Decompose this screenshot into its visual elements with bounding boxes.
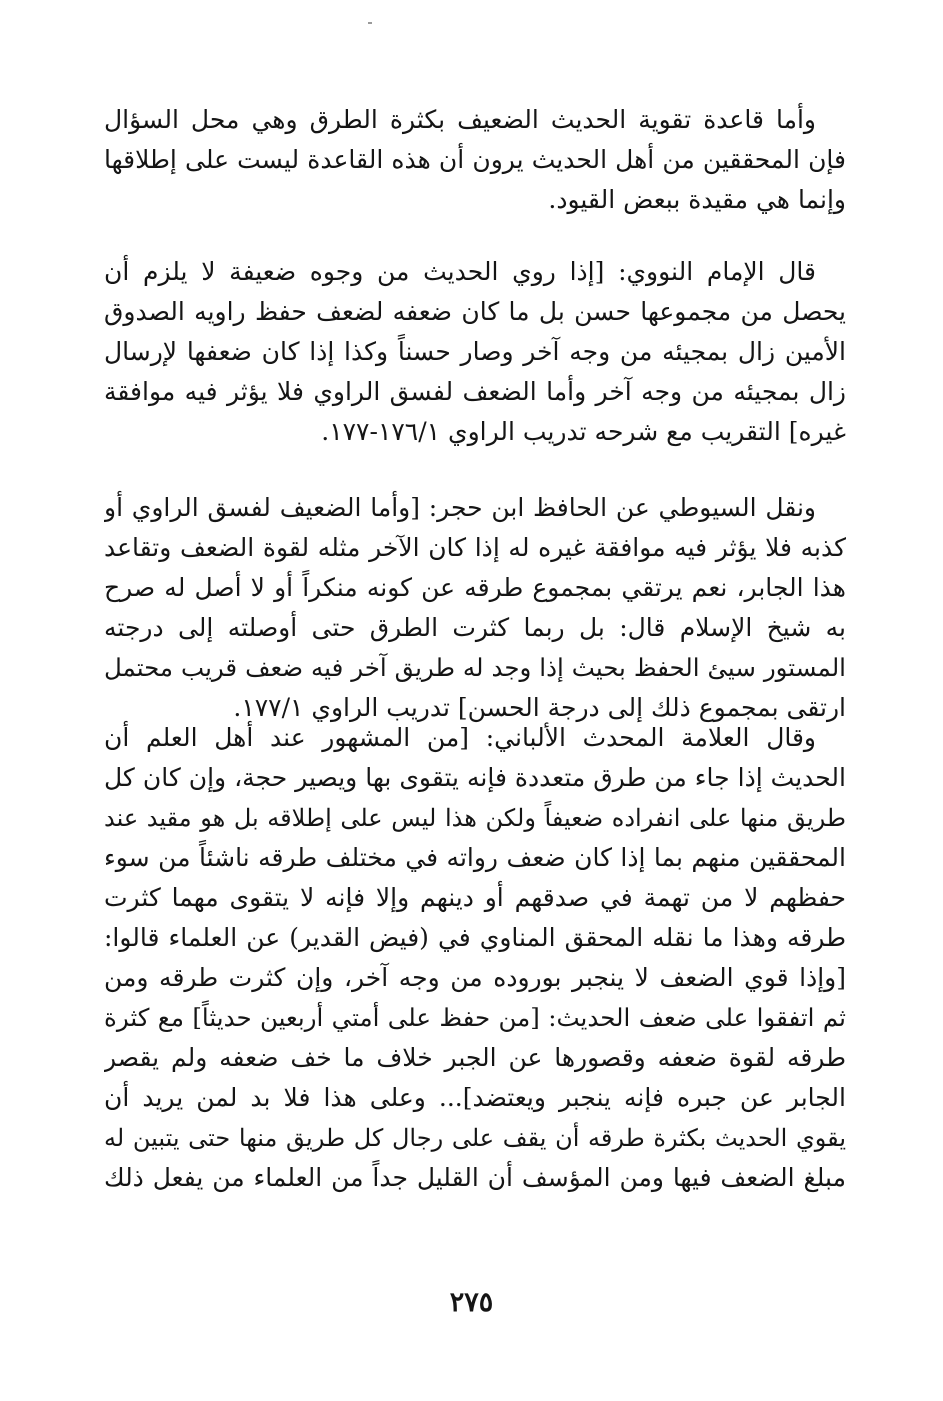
text-line: المحققين منهم بما إذا كان ضعف رواته في مختلف طرقه ناشئاً من سوء bbox=[104, 843, 846, 872]
text-line: طرقه وهذا ما نقله المحقق المناوي في (فيض القدير) عن العلماء قالوا: bbox=[104, 923, 846, 952]
text-line: غيره] التقريب مع شرحه تدريب الراوي ١٧٦/١-١٧٧. bbox=[321, 417, 846, 446]
text-line: الجابر عن جبره فإنه ينجبر ويعتضد]... وعلى هذا فلا بد لمن يريد أن bbox=[104, 1083, 846, 1112]
text-line: يحصل من مجموعها حسن بل ما كان ضعفه لضعف حفظ راويه الصدوق bbox=[104, 297, 846, 326]
text-line: حفظهم لا من تهمة في صدقهم أو دينهم وإلا فإنه لا يتقوى مهما كثرت bbox=[104, 883, 846, 912]
paragraph-1 bbox=[104, 100, 846, 220]
text-line: طرقه لقوة ضعفه وقصورها عن الجبر خلاف ما خف ضعفه ولم يقصر bbox=[104, 1043, 846, 1072]
text-line: وقال العلامة المحدث الألباني: [من المشهور عند أهل العلم أن bbox=[104, 723, 816, 752]
text-line: المستور سيئ الحفظ بحيث إذا وجد له طريق آخر فيه ضعف قريب محتمل bbox=[104, 653, 846, 682]
paragraph-4 bbox=[104, 718, 846, 1198]
text-line: يقوي الحديث بكثرة طرقه أن يقف على رجال كل طريق منها حتى يتبين له bbox=[104, 1124, 846, 1152]
text-line: الحديث إذا جاء من طرق متعددة فإنه يتقوى بها ويصير حجة، وإن كان كل bbox=[104, 763, 846, 792]
text-line: الأمين زال بمجيئه من وجه آخر وصار حسناً وكذا إذا كان ضعفها لإرسال bbox=[104, 337, 846, 366]
paragraph-3 bbox=[104, 488, 846, 728]
text-line: طريق منها على انفراده ضعيفاً ولكن هذا ليس على إطلاقه بل هو مقيد عند bbox=[104, 804, 846, 832]
scan-mark bbox=[368, 22, 372, 24]
text-line: فإن المحققين من أهل الحديث يرون أن هذه القاعدة ليست على إطلاقها bbox=[104, 145, 846, 174]
text-line: هذا الجابر، نعم يرتقي بمجموع طرقه عن كونه منكراً أو لا أصل له صرح bbox=[104, 573, 846, 602]
text-line: قال الإمام النووي: [إذا روي الحديث من وجوه ضعيفة لا يلزم أن bbox=[104, 257, 816, 286]
text-line: وأما قاعدة تقوية الحديث الضعيف بكثرة الطرق وهي محل السؤال bbox=[104, 105, 816, 134]
text-line: كذبه فلا يؤثر فيه موافقة غيره له إذا كان الآخر مثله لقوة الضعف وتقاعد bbox=[104, 533, 846, 562]
paragraph-2 bbox=[104, 252, 846, 452]
text-line: [وإذا قوي الضعف لا ينجبر بوروده من وجه آخر، وإن كثرت طرقه ومن bbox=[104, 963, 846, 992]
text-line: مبلغ الضعف فيها ومن المؤسف أن القليل جداً من العلماء من يفعل ذلك bbox=[104, 1163, 846, 1192]
text-line: وإنما هي مقيدة ببعض القيود. bbox=[548, 185, 846, 214]
text-line: ثم اتفقوا على ضعف الحديث: [من حفظ على أمتي أربعين حديثاً] مع كثرة bbox=[104, 1003, 846, 1032]
text-line: به شيخ الإسلام قال: بل ربما كثرت الطرق حتى أوصلته إلى درجته bbox=[104, 613, 846, 642]
page-number: ٢٧٥ bbox=[449, 1287, 494, 1318]
text-line: ونقل السيوطي عن الحافظ ابن حجر: [وأما الضعيف لفسق الراوي أو bbox=[104, 493, 816, 522]
text-line: زال بمجيئه من وجه آخر وأما الضعف لفسق الراوي فلا يؤثر فيه موافقة bbox=[104, 377, 846, 406]
text-line: ارتقى بمجموع ذلك إلى درجة الحسن] تدريب الراوي ١٧٧/١. bbox=[233, 693, 846, 722]
